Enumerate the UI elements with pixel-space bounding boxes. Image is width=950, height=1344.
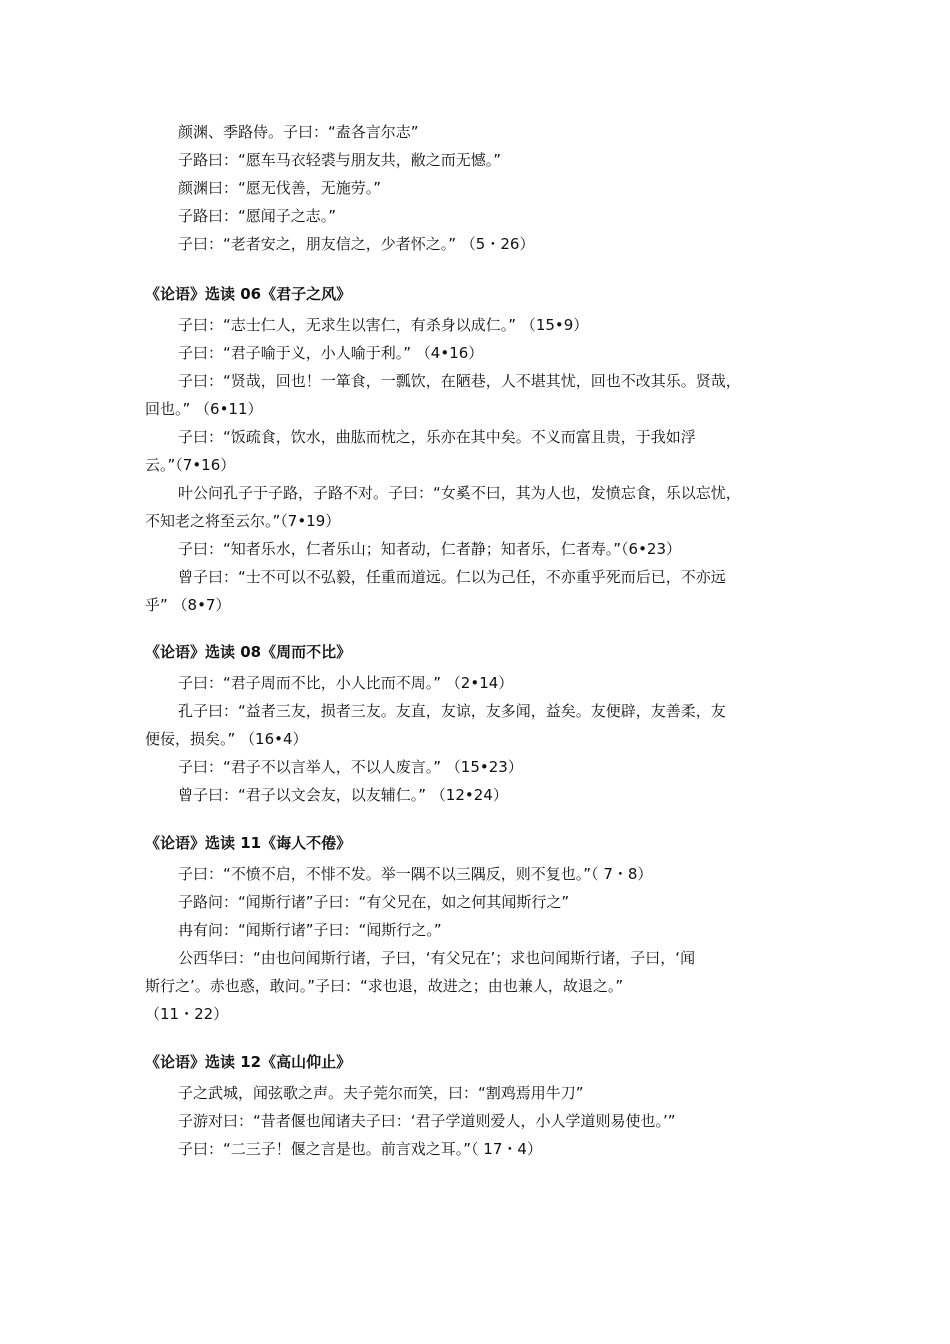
passage-line: 子曰：“君子不以言举人，不以人废言。” （15•23）: [178, 758, 523, 776]
passage-line: 孔子曰：“益者三友，损者三友。友直，友谅，友多闻，益矣。友便辟，友善柔，友: [178, 702, 726, 720]
passage-line: 冉有问：“闻斯行诸”子曰：“闻斯行之。”: [178, 921, 442, 939]
passage-line: 子曰：“志士仁人，无求生以害仁，有杀身以成仁。” （15•9）: [178, 316, 589, 334]
passage-line: （11・22）: [145, 1005, 229, 1023]
passage-line: 子曰：“贤哉，回也！一箪食，一瓢饮，在陋巷，人不堪其忧，回也不改其乐。贤哉，: [178, 372, 741, 390]
passage-line: 子曰：“老者安之，朋友信之，少者怀之。” （5・26）: [178, 235, 535, 253]
passage-line: 不知老之将至云尔。”（7•19）: [145, 512, 341, 530]
passage-line: 乎” （8•7）: [145, 596, 231, 614]
passage-line: 子曰：“知者乐水，仁者乐山；知者动，仁者静；知者乐，仁者寿。”（6•23）: [178, 540, 682, 558]
section-heading: 《论语》选读 12《高山仰止》: [145, 1053, 352, 1071]
section-heading: 《论语》选读 08《周而不比》: [145, 643, 352, 661]
passage-line: 曾子曰：“君子以文会友，以友辅仁。” （12•24）: [178, 786, 508, 804]
passage-line: 子曰：“二三子！偃之言是也。前言戏之耳。”（ 17・4）: [178, 1140, 542, 1158]
passage-line: 子游对曰：“昔者偃也闻诸夫子曰：‘君子学道则爱人，小人学道则易使也。’”: [178, 1112, 676, 1130]
passage-line: 云。”（7•16）: [145, 456, 236, 474]
passage-line: 子曰：“饭疏食，饮水，曲肱而枕之，乐亦在其中矣。不义而富且贵，于我如浮: [178, 428, 696, 446]
passage-line: 子曰：“君子喻于义，小人喻于利。” （4•16）: [178, 344, 484, 362]
passage-line: 曾子曰：“士不可以不弘毅，任重而道远。仁以为己任，不亦重乎死而后已，不亦远: [178, 568, 726, 586]
passage-line: 子路曰：“愿车马衣轻裘与朋友共，敝之而无憾。”: [178, 151, 502, 169]
section-heading: 《论语》选读 11《诲人不倦》: [145, 834, 352, 852]
passage-line: 子曰：“不愤不启，不悱不发。举一隅不以三隅反，则不复也。”（ 7・8）: [178, 865, 653, 883]
passage-line: 子路问：“闻斯行诸”子曰：“有父兄在，如之何其闻斯行之”: [178, 893, 570, 911]
passage-line: 子之武城，闻弦歌之声。夫子莞尔而笑，曰：“割鸡焉用牛刀”: [178, 1084, 584, 1102]
passage-line: 回也。” （6•11）: [145, 400, 263, 418]
passage-line: 叶公问孔子于子路，子路不对。子曰：“女奚不曰，其为人也，发愤忘食，乐以忘忧，: [178, 484, 741, 502]
passage-line: 子路曰：“愿闻子之志。”: [178, 207, 337, 225]
passage-line: 颜渊、季路侍。子曰：“盍各言尔志”: [178, 123, 419, 141]
section-heading: 《论语》选读 06《君子之风》: [145, 285, 352, 303]
passage-line: 子曰：“君子周而不比，小人比而不周。” （2•14）: [178, 674, 514, 692]
passage-line: 便佞，损矣。” （16•4）: [145, 730, 308, 748]
passage-line: 颜渊曰：“愿无伐善，无施劳。”: [178, 179, 382, 197]
passage-line: 公西华曰：“由也问闻斯行诸，子曰，‘有父兄在’；求也问闻斯行诸，子曰，‘闻: [178, 949, 696, 967]
passage-line: 斯行之’。赤也惑，敢问。”子曰：“求也退，故进之；由也兼人，故退之。”: [145, 977, 624, 995]
